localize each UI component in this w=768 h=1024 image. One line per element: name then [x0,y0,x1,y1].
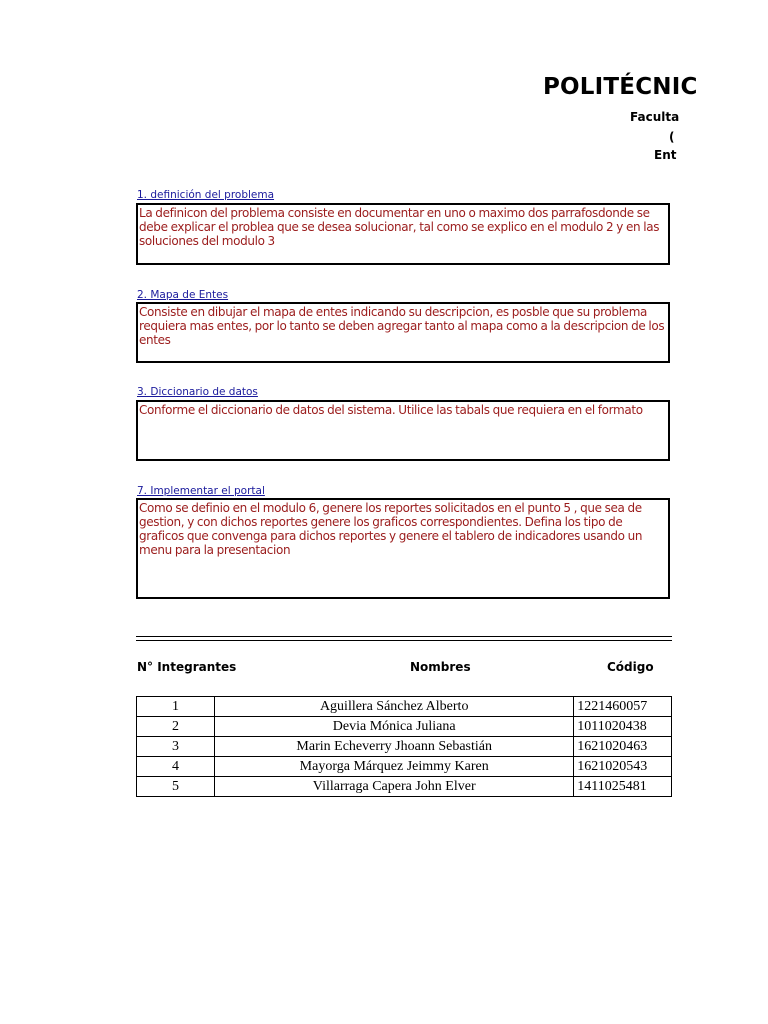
members-table [136,696,672,797]
section-2-label: 2. Mapa de Entes [137,289,229,301]
section-3-label: 3. Diccionario de datos [137,386,258,398]
section-1-box[interactable] [136,203,670,265]
section-2-box[interactable] [136,302,670,363]
member-code[interactable]: 1621020543 [574,757,672,777]
section-3-text: Conforme el diccionario de datos del sistema. Utilice las tabals que requiera en el formato [139,403,643,417]
member-number[interactable]: 2 [137,717,215,737]
section-7-box[interactable] [136,498,670,599]
table-row [137,697,672,717]
header-faculty-line: Faculta [630,110,680,124]
section-1-label: 1. definición del problema [137,189,275,201]
member-name[interactable]: Villarraga Capera John Elver [215,777,574,797]
section-3-box[interactable] [136,400,670,461]
table-row [137,717,672,737]
section-7-label: 7. Implementar el portal [137,485,265,497]
member-number[interactable]: 3 [137,737,215,757]
section-1-text: La definicon del problema consiste en documentar en uno o maximo dos parrafosdonde se debe explicar el problea que se desea solucionar, tal como se explico en el modulo 2 y en las soluciones del modulo 3 [139,206,660,248]
column-header-names: Nombres [410,660,471,674]
member-name[interactable]: Marin Echeverry Jhoann Sebastián [215,737,574,757]
table-row [137,777,672,797]
column-header-number: N° Integrantes [137,660,237,674]
member-code[interactable]: 1621020463 [574,737,672,757]
section-7-text: Como se definio en el modulo 6, genere los reportes solicitados en el punto 5 , que sea de gestion, y con dichos reportes genere los graficos correspondientes. Defina los tipo de graficos que convenga para dichos reportes y genere el tablero de indicadores usando un menu para la presentacion [139,501,643,557]
member-number[interactable]: 4 [137,757,215,777]
section-2-text: Consiste en dibujar el mapa de entes indicando su descripcion, es posble que su problema requiera mas entes, por lo tanto se deben agregar tanto al mapa como a la descripcion de los entes [139,305,665,347]
table-row [137,737,672,757]
member-name[interactable]: Devia Mónica Juliana [215,717,574,737]
member-name[interactable]: Mayorga Márquez Jeimmy Karen [215,757,574,777]
separator-line-top [136,636,672,637]
table-row [137,757,672,777]
member-code[interactable]: 1411025481 [574,777,672,797]
member-code[interactable]: 1221460057 [574,697,672,717]
header-line-2: ( [669,130,675,144]
member-name[interactable]: Aguillera Sánchez Alberto [215,697,574,717]
separator-line-bottom [136,640,672,641]
member-code[interactable]: 1011020438 [574,717,672,737]
member-number[interactable]: 1 [137,697,215,717]
column-header-code: Código [607,660,654,674]
member-number[interactable]: 5 [137,777,215,797]
document-title: POLITÉCNIC [543,74,698,100]
header-line-3: Ent [654,148,677,162]
